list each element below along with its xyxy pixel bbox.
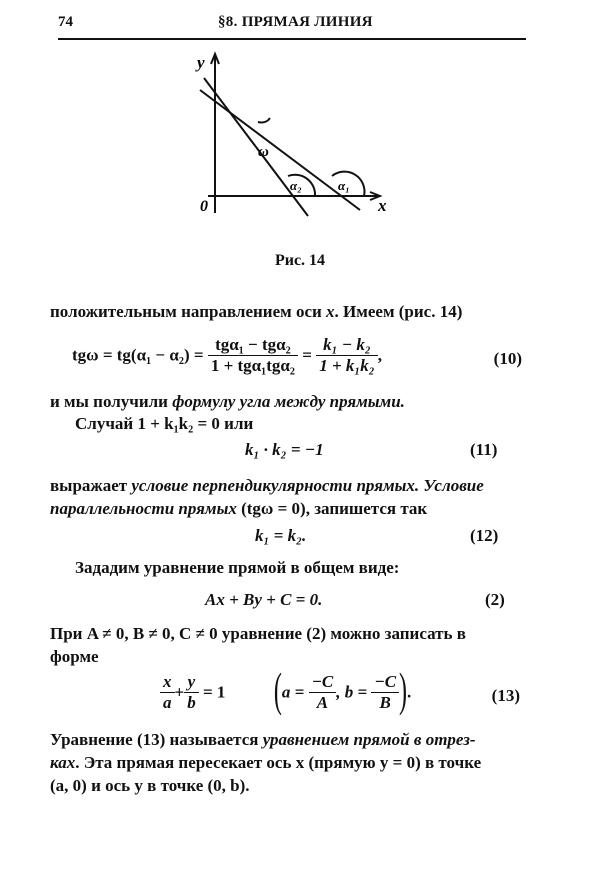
equation-13: $\frac{x}{a}$ + $\frac{y}{b}$ = 1 (a = $\frac{-C}{A}$ , b = $\frac{-C}{B}$ ). (13) <box>160 672 520 722</box>
text-line: (a, 0) и ось y в точке (0, b). <box>50 776 250 795</box>
axis-label-y: y <box>197 53 205 72</box>
section-title: §8. ПРЯМАЯ ЛИНИЯ <box>218 14 373 30</box>
equation-number: (11) <box>470 440 498 459</box>
figure-14 <box>190 48 410 218</box>
equation-10: tgω = tg(α₁ − α₂) = $\frac{\text{tgα₁ − tgα₂}}{\text{1 + tgα₁tgα₂}}$ = $\frac{\text{k₁ − k₂}}{\text{1 + k₁k₂}}$ , (10) <box>72 335 522 375</box>
label-alpha2: α₂ <box>290 178 302 193</box>
text-line: положительным направлением оси x. Имеем (рис. 14) <box>50 302 463 321</box>
arc-omega <box>258 118 270 123</box>
equation-number: (10) <box>493 349 522 368</box>
equation-number: (12) <box>470 526 499 545</box>
equation-2: Ax + By + C = 0. <box>205 590 323 609</box>
text-line: выражает условие перпендикулярности прямых. Условие <box>50 476 484 495</box>
text-line: При A ≠ 0, B ≠ 0, C ≠ 0 уравнение (2) можно записать в <box>50 624 466 643</box>
line-1 <box>200 90 360 210</box>
figure-caption: Рис. 14 <box>274 252 326 269</box>
text-line: и мы получили формулу угла между прямыми. <box>50 392 405 411</box>
text-line: Уравнение (13) называется уравнением прямой в отрез- <box>50 730 476 749</box>
axis-label-x: x <box>378 196 387 215</box>
page-header <box>58 12 526 40</box>
origin-label: 0 <box>200 198 208 215</box>
label-alpha1: α₁ <box>338 178 350 193</box>
label-omega: ω <box>258 144 269 160</box>
equation-11: k₁ · k₂ = −1 <box>245 440 324 459</box>
text-line: параллельности прямых (tgω = 0), запишется так <box>50 499 428 518</box>
equation-number: (2) <box>485 590 505 609</box>
text-line: ках. Эта прямая пересекает ось x (прямую y = 0) в точке <box>50 753 482 772</box>
equation-number: (13) <box>491 686 520 705</box>
page-number: 74 <box>58 14 73 30</box>
text-line: Случай 1 + k₁k₂ = 0 или <box>75 414 254 433</box>
text-line: форме <box>50 647 99 666</box>
text-line: Зададим уравнение прямой в общем виде: <box>75 558 400 577</box>
equation-12: k₁ = k₂. <box>255 526 307 545</box>
